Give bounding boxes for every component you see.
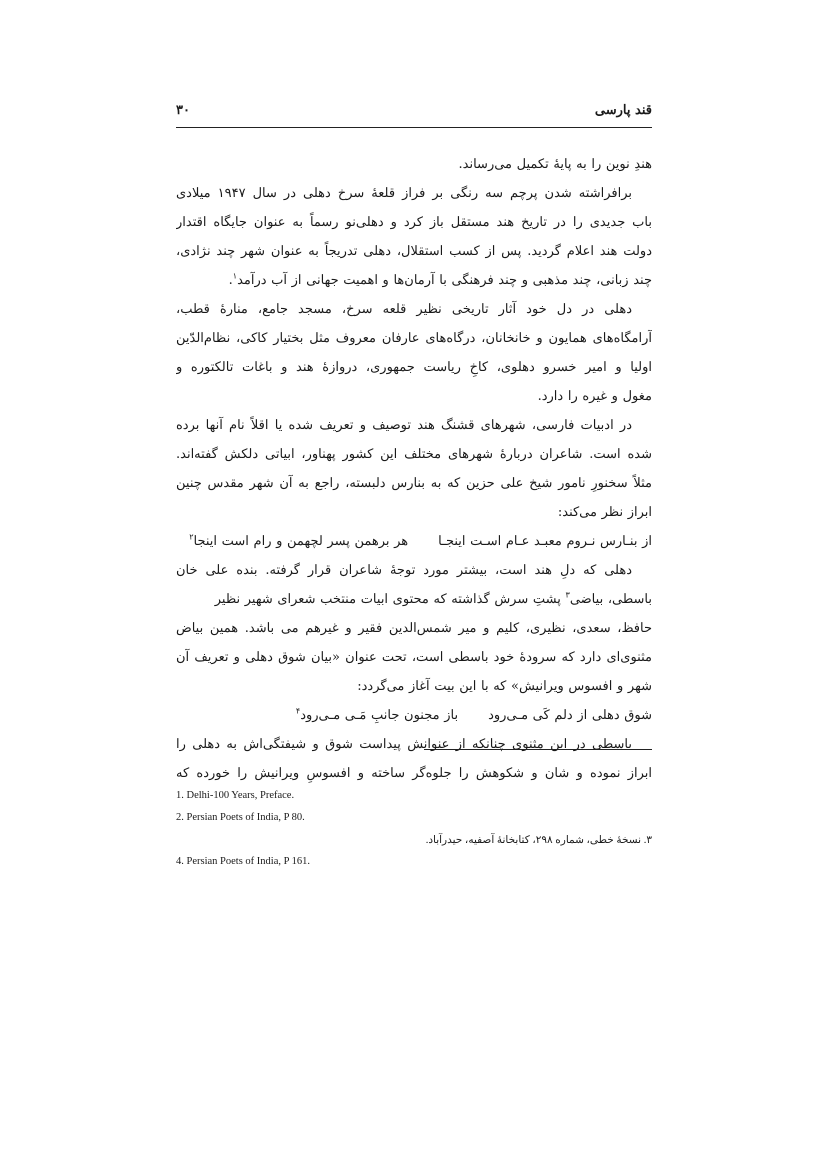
verse-line	[176, 701, 652, 730]
body-text	[176, 150, 652, 788]
verse-hemistich	[189, 527, 408, 556]
footnote-ref: ۲	[189, 532, 194, 542]
text-segment: باز مجنون جانبِ مَـی مـی‌رود	[300, 708, 459, 723]
text-line: دولت هند اعلام گردید. پس از کسب استقلال، دهلی تدریجاً به عنوان شهر چند نژادی،	[176, 244, 652, 259]
text-line: ابراز نظر می‌کند:	[557, 505, 652, 520]
text-line: شده است. شاعران دربارهٔ شهرهای مختلف این کشور پهناور، ابیاتی دلکش گفته‌اند.	[176, 447, 652, 462]
running-header	[176, 103, 652, 125]
text-line: دهلی در دل خود آثار تاریخی نظیر قلعه سرخ، مسجد جامع، منارهٔ قطب،	[176, 302, 632, 317]
text-line: دهلی که دلِ هند است، بیشتر مورد توجهٔ شاعران قرار گرفته. بنده علی خان	[176, 563, 632, 578]
text-line: مثنوی‌ای دارد که سرودهٔ خود باسطی است، تحت عنوان «بیان شوق دهلی و تعریف آن	[176, 650, 652, 665]
verse-line	[176, 527, 652, 556]
footnote-item: 2. Persian Poets of India, P 80.	[176, 812, 305, 823]
page-number: ۳۰	[176, 103, 190, 118]
footnote-ref: ۴	[295, 706, 301, 716]
text-line: اولیا و امیر خسرو دهلوی، کاخِ ریاست جمهوری، دروازهٔ هند و باغات تالکتوره و	[176, 360, 652, 375]
text-line: باسطی در این مثنوی چنانکه از عنوانش پیداست شوق و شیفتگی‌اش به دهلی را	[176, 737, 632, 752]
footnote-item: 1. Delhi-100 Years, Preface.	[176, 790, 295, 801]
text-segment: باسطی، بیاضی	[569, 592, 652, 607]
text-line: در ادبیات فارسی، شهرهای قشنگ هند توصیف و تعریف شده یا اقلاً نام آنها برده	[176, 418, 632, 433]
text-line: ابراز نموده و شان و شکوهش را جلوه‌گر ساخته و افسوسِ ویرانیش را خورده که	[176, 766, 652, 781]
footnote-ref: ۱	[232, 271, 238, 281]
footnote-item: ۳. نسخهٔ خطی، شماره ۲۹۸، کتابخانهٔ آصفیه، حیدرآباد.	[425, 835, 652, 846]
running-title: قند پارسی	[594, 103, 652, 118]
header-rule	[176, 127, 652, 128]
verse-hemistich: شوق دهلی از دلم کَی مـی‌رود	[488, 708, 652, 723]
verse-hemistich	[296, 701, 458, 730]
text-line: حافظ، سعدی، نظیری، کلیم و میر شمس‌الدین فقیر و غیرهم می باشد. همین بیاض	[176, 621, 652, 636]
verse-hemistich: از بنـارس نـروم معبـد عـام اسـت اینجـا	[438, 534, 652, 549]
text-line: چند زبانی، چند مذهبی و چند فرهنگی با آرمان‌ها و اهمیت جهانی از آب درآمد$^۱$.	[228, 271, 652, 288]
text-segment: پشتِ سرش گذاشته که محتوی ابیات منتخب شعرای شهیر نظیر	[214, 592, 561, 607]
text-line: شهر و افسوس ویرانیش» که با این بیت آغاز می‌گردد:	[357, 679, 652, 694]
text-line: هندِ نوین را به پایهٔ تکمیل می‌رساند.	[458, 157, 652, 172]
text-line: آرامگاه‌های همایون و خانخانان، درگاه‌های عارفان معروف مثل بختیار کاکی، نظام‌الدّین	[176, 331, 652, 346]
text-segment: هر برهمن پسر لچهمن و رام است اینجا	[193, 534, 409, 549]
text-line: مغول و غیره را دارد.	[537, 389, 652, 404]
text-line: مثلاً سخنورِ نامور شیخ علی حزین که به بنارس دلبسته، راجع به آن شهر مقدس چنین	[176, 476, 652, 491]
text-line: باب جدیدی را در تاریخ هند مستقل باز کرد و دهلی‌نو رسماً به عنوان جایگاه اقتدار	[176, 215, 652, 230]
text-line: برافراشته شدن پرچم سه رنگی بر فراز قلعهٔ سرخ دهلی در سال ۱۹۴۷ میلادی	[176, 186, 632, 201]
footnote-ref: ۳	[565, 590, 570, 600]
footnote-rule	[424, 749, 652, 750]
footnote-item: 4. Persian Poets of India, P 161.	[176, 856, 311, 867]
text-segment: چند زبانی، چند مذهبی و چند فرهنگی با آرمان‌ها و اهمیت جهانی از آب درآمد	[237, 273, 652, 288]
text-line	[176, 585, 652, 614]
